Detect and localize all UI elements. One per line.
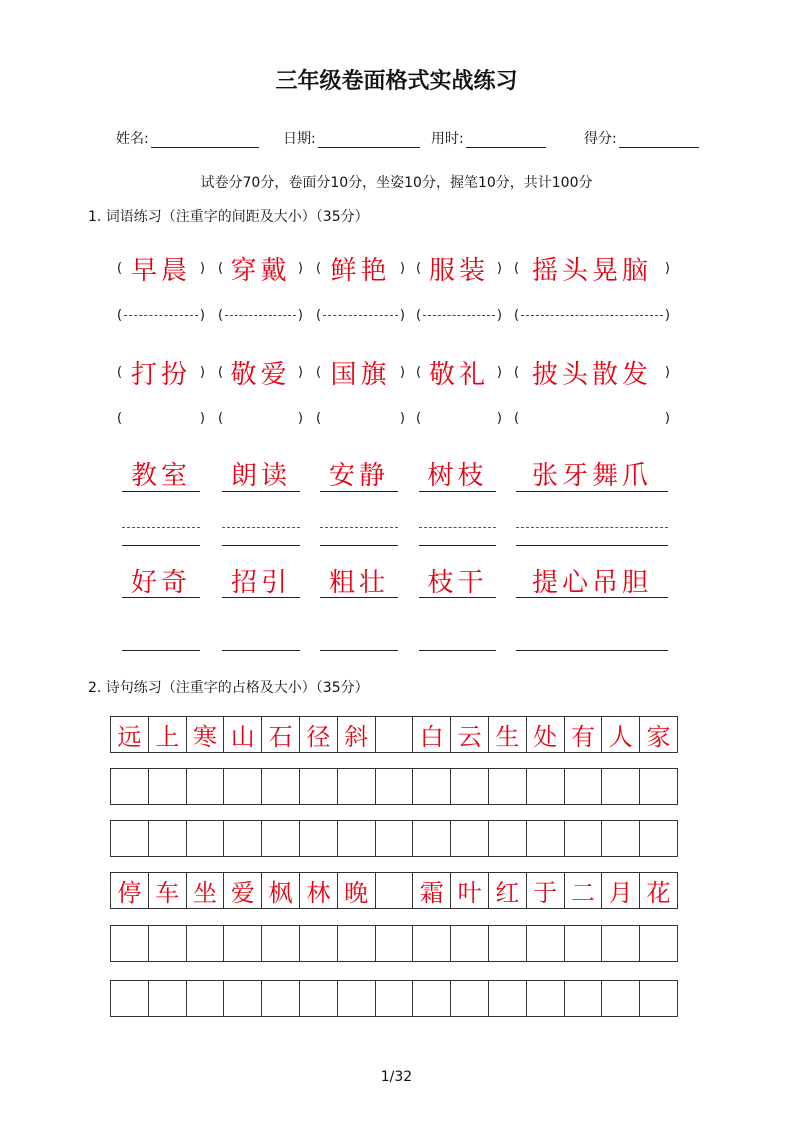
word-underline bbox=[122, 491, 200, 492]
answer-blank[interactable] bbox=[514, 300, 670, 330]
grid-cell[interactable] bbox=[489, 926, 527, 961]
score-label: 得分: bbox=[584, 131, 617, 147]
word-text: 打扮 bbox=[130, 359, 191, 390]
word-underline bbox=[516, 597, 668, 598]
grid-cell[interactable] bbox=[187, 769, 225, 804]
grid-cell[interactable] bbox=[376, 981, 414, 1016]
word-group bbox=[117, 253, 205, 286]
grid-cell-char: 枫 bbox=[262, 873, 300, 908]
grid-cell[interactable] bbox=[187, 821, 225, 856]
dotted-writing-line[interactable] bbox=[320, 527, 398, 528]
word-group bbox=[316, 253, 405, 286]
open-paren: ( bbox=[514, 260, 520, 276]
grid-cell[interactable] bbox=[376, 821, 414, 856]
close-paren: ) bbox=[664, 410, 670, 426]
grid-cell[interactable] bbox=[149, 821, 187, 856]
writing-line[interactable] bbox=[419, 545, 496, 546]
answer-blank[interactable] bbox=[514, 403, 670, 433]
word-text: 披头散发 bbox=[531, 359, 652, 390]
word-text: 招引 bbox=[230, 568, 291, 598]
section1-heading: 1. 词语练习（注重字的间距及大小）（35分） bbox=[88, 209, 369, 225]
word-text: 朗读 bbox=[230, 461, 291, 491]
open-paren: ( bbox=[316, 260, 322, 276]
grid-cell[interactable] bbox=[565, 926, 603, 961]
dashed-line bbox=[423, 315, 495, 316]
grid-cell[interactable] bbox=[489, 821, 527, 856]
grid-cell[interactable] bbox=[149, 769, 187, 804]
grid-cell[interactable] bbox=[187, 926, 225, 961]
answer-blank[interactable] bbox=[416, 403, 502, 433]
word-underline bbox=[516, 491, 668, 492]
date-field[interactable] bbox=[283, 128, 420, 148]
writing-line[interactable] bbox=[122, 650, 200, 651]
grid-cell-char bbox=[376, 873, 414, 908]
grid-cell-char: 坐 bbox=[187, 873, 225, 908]
grid-cell[interactable] bbox=[111, 981, 149, 1016]
grid-cell-char: 白 bbox=[413, 717, 451, 752]
writing-line[interactable] bbox=[122, 545, 200, 546]
writing-line[interactable] bbox=[516, 545, 668, 546]
word-underline bbox=[222, 597, 300, 598]
grid-cell[interactable] bbox=[262, 821, 300, 856]
grid-cell-char: 月 bbox=[602, 873, 640, 908]
close-paren: ) bbox=[297, 410, 303, 426]
close-paren: ) bbox=[399, 364, 405, 380]
word-underline bbox=[122, 597, 200, 598]
grid-cell-char: 家 bbox=[646, 723, 671, 751]
grid-cell[interactable] bbox=[527, 981, 565, 1016]
word-text: 安静 bbox=[328, 461, 389, 491]
word-text: 穿戴 bbox=[230, 255, 291, 286]
writing-line[interactable] bbox=[222, 545, 300, 546]
page-title: 三年级卷面格式实战练习 bbox=[275, 69, 518, 94]
grid-cell-char: 霜 bbox=[413, 873, 451, 908]
answer-blank[interactable] bbox=[117, 300, 205, 330]
grid-cell[interactable] bbox=[413, 821, 451, 856]
grid-cell[interactable] bbox=[111, 769, 149, 804]
word-group bbox=[514, 253, 670, 286]
open-paren: ( bbox=[416, 364, 422, 380]
grid-cell-char: 于 bbox=[527, 873, 565, 908]
open-paren: ( bbox=[218, 307, 224, 323]
name-label: 姓名: bbox=[116, 131, 149, 147]
grid-cell-char: 二 bbox=[565, 873, 603, 908]
grid-cell[interactable] bbox=[451, 981, 489, 1016]
word-text: 粗壮 bbox=[328, 568, 389, 598]
open-paren: ( bbox=[416, 410, 422, 426]
close-paren: ) bbox=[199, 260, 205, 276]
close-paren: ) bbox=[664, 364, 670, 380]
writing-line[interactable] bbox=[516, 650, 668, 651]
grid-cell[interactable] bbox=[224, 769, 262, 804]
open-paren: ( bbox=[117, 410, 123, 426]
word-group bbox=[514, 357, 670, 390]
close-paren: ) bbox=[664, 307, 670, 323]
date-label: 日期: bbox=[283, 131, 316, 147]
grid-cell-char bbox=[376, 717, 414, 752]
grid-cell[interactable] bbox=[640, 821, 677, 856]
grid-cell-char: 上 bbox=[149, 717, 187, 752]
grid-cell[interactable] bbox=[489, 981, 527, 1016]
grid-cell[interactable] bbox=[451, 926, 489, 961]
grid-cell[interactable] bbox=[640, 926, 677, 961]
writing-line[interactable] bbox=[320, 650, 398, 651]
close-paren: ) bbox=[496, 364, 502, 380]
grid-cell[interactable] bbox=[640, 769, 677, 804]
writing-line[interactable] bbox=[222, 650, 300, 651]
grid-cell[interactable] bbox=[527, 769, 565, 804]
close-paren: ) bbox=[496, 260, 502, 276]
word-text: 敬爱 bbox=[230, 359, 291, 390]
open-paren: ( bbox=[416, 260, 422, 276]
word-text: 摇头晃脑 bbox=[531, 255, 652, 286]
answer-blank[interactable] bbox=[218, 403, 303, 433]
practice-grid-row[interactable] bbox=[110, 925, 678, 962]
open-paren: ( bbox=[218, 410, 224, 426]
answer-blank[interactable] bbox=[416, 300, 502, 330]
word-text: 教室 bbox=[130, 461, 191, 491]
page-number: 1/32 bbox=[380, 1069, 413, 1085]
dashed-line bbox=[323, 315, 398, 316]
word-text: 树枝 bbox=[427, 461, 488, 491]
dashed-line bbox=[225, 315, 296, 316]
answer-blank[interactable] bbox=[316, 300, 405, 330]
grid-cell[interactable] bbox=[602, 769, 640, 804]
grid-cell[interactable] bbox=[338, 769, 376, 804]
grid-cell[interactable] bbox=[413, 926, 451, 961]
grid-cell-char: 有 bbox=[565, 717, 603, 752]
dotted-writing-line[interactable] bbox=[122, 527, 200, 528]
time-field[interactable] bbox=[431, 128, 546, 148]
grid-cell-char: 车 bbox=[149, 873, 187, 908]
grid-cell[interactable] bbox=[300, 926, 338, 961]
open-paren: ( bbox=[218, 364, 224, 380]
word-text: 早晨 bbox=[130, 255, 191, 286]
close-paren: ) bbox=[399, 260, 405, 276]
grid-cell[interactable] bbox=[565, 821, 603, 856]
open-paren: ( bbox=[117, 364, 123, 380]
grid-cell[interactable] bbox=[413, 769, 451, 804]
grid-cell[interactable] bbox=[224, 926, 262, 961]
grid-cell[interactable] bbox=[262, 769, 300, 804]
dotted-writing-line[interactable] bbox=[419, 527, 496, 528]
poem-row bbox=[110, 872, 678, 909]
word-group bbox=[218, 253, 303, 286]
open-paren: ( bbox=[117, 307, 123, 323]
open-paren: ( bbox=[514, 364, 520, 380]
word-text: 好奇 bbox=[130, 568, 191, 598]
open-paren: ( bbox=[316, 364, 322, 380]
close-paren: ) bbox=[297, 260, 303, 276]
close-paren: ) bbox=[297, 307, 303, 323]
close-paren: ) bbox=[199, 410, 205, 426]
name-field[interactable] bbox=[116, 128, 259, 148]
word-group bbox=[316, 357, 405, 390]
grid-cell[interactable] bbox=[565, 981, 603, 1016]
word-text: 张牙舞爪 bbox=[531, 461, 652, 491]
grid-cell[interactable] bbox=[376, 769, 414, 804]
practice-grid-row[interactable] bbox=[110, 980, 678, 1017]
word-text: 枝干 bbox=[427, 568, 488, 598]
answer-blank[interactable] bbox=[117, 403, 205, 433]
grid-cell[interactable] bbox=[149, 981, 187, 1016]
answer-blank[interactable] bbox=[316, 403, 405, 433]
dotted-writing-line[interactable] bbox=[222, 527, 300, 528]
writing-line[interactable] bbox=[419, 650, 496, 651]
time-label: 用时: bbox=[431, 131, 464, 147]
grid-cell[interactable] bbox=[262, 926, 300, 961]
word-group bbox=[117, 357, 205, 390]
word-text: 鲜艳 bbox=[330, 255, 391, 286]
grid-cell-char: 停 bbox=[111, 873, 149, 908]
section2-heading: 2. 诗句练习（注重字的占格及大小）（35分） bbox=[88, 680, 369, 696]
close-paren: ) bbox=[399, 307, 405, 323]
open-paren: ( bbox=[117, 260, 123, 276]
word-text: 敬礼 bbox=[428, 359, 489, 390]
grid-cell[interactable] bbox=[149, 926, 187, 961]
grid-cell-char: 爱 bbox=[224, 873, 262, 908]
grid-cell[interactable] bbox=[300, 769, 338, 804]
grid-cell-char: 山 bbox=[224, 717, 262, 752]
grid-cell[interactable] bbox=[602, 981, 640, 1016]
open-paren: ( bbox=[514, 410, 520, 426]
grid-cell[interactable] bbox=[111, 821, 149, 856]
grid-cell[interactable] bbox=[640, 981, 677, 1016]
practice-grid-row[interactable] bbox=[110, 820, 678, 857]
grid-cell-char: 晚 bbox=[338, 873, 376, 908]
dashed-line bbox=[521, 315, 663, 316]
grid-cell-char: 叶 bbox=[451, 873, 489, 908]
word-text: 服装 bbox=[428, 255, 489, 286]
grid-cell-char: 云 bbox=[451, 717, 489, 752]
grid-cell-char: 生 bbox=[489, 717, 527, 752]
grid-cell-char: 远 bbox=[111, 717, 149, 752]
practice-grid-row[interactable] bbox=[110, 768, 678, 805]
grid-cell[interactable] bbox=[602, 821, 640, 856]
open-paren: ( bbox=[218, 260, 224, 276]
open-paren: ( bbox=[316, 307, 322, 323]
close-paren: ) bbox=[399, 410, 405, 426]
grid-cell[interactable] bbox=[300, 981, 338, 1016]
grid-cell-char: 斜 bbox=[338, 717, 376, 752]
grid-cell[interactable] bbox=[413, 981, 451, 1016]
close-paren: ) bbox=[664, 260, 670, 276]
open-paren: ( bbox=[514, 307, 520, 323]
grid-cell[interactable] bbox=[527, 821, 565, 856]
grid-cell-char: 花 bbox=[646, 879, 671, 907]
grid-cell[interactable] bbox=[376, 926, 414, 961]
grid-cell[interactable] bbox=[338, 981, 376, 1016]
grid-cell-char: 石 bbox=[262, 717, 300, 752]
grid-cell[interactable] bbox=[224, 821, 262, 856]
grid-cell[interactable] bbox=[565, 769, 603, 804]
grid-cell[interactable] bbox=[187, 981, 225, 1016]
grid-cell[interactable] bbox=[338, 821, 376, 856]
grid-cell[interactable] bbox=[602, 926, 640, 961]
word-group bbox=[416, 253, 502, 286]
word-underline bbox=[320, 597, 398, 598]
score-note: 试卷分70分，卷面分10分，坐姿10分，握笔10分，共计100分 bbox=[200, 175, 593, 191]
grid-cell-char: 红 bbox=[489, 873, 527, 908]
word-text: 国旗 bbox=[330, 359, 391, 390]
word-underline bbox=[419, 491, 496, 492]
word-underline bbox=[222, 491, 300, 492]
close-paren: ) bbox=[297, 364, 303, 380]
grid-cell[interactable] bbox=[489, 769, 527, 804]
grid-cell[interactable] bbox=[451, 769, 489, 804]
time-blank[interactable] bbox=[466, 129, 546, 148]
word-underline bbox=[320, 491, 398, 492]
word-group bbox=[218, 357, 303, 390]
close-paren: ) bbox=[199, 364, 205, 380]
word-text: 提心吊胆 bbox=[531, 568, 652, 598]
close-paren: ) bbox=[496, 410, 502, 426]
score-blank[interactable] bbox=[619, 129, 699, 148]
grid-cell-char: 林 bbox=[300, 873, 338, 908]
name-blank[interactable] bbox=[151, 129, 259, 148]
grid-cell[interactable] bbox=[451, 821, 489, 856]
open-paren: ( bbox=[316, 410, 322, 426]
grid-cell-char: 人 bbox=[602, 717, 640, 752]
grid-cell-char: 处 bbox=[527, 717, 565, 752]
close-paren: ) bbox=[496, 307, 502, 323]
grid-cell-char: 寒 bbox=[187, 717, 225, 752]
grid-cell[interactable] bbox=[300, 821, 338, 856]
word-group bbox=[416, 357, 502, 390]
date-blank[interactable] bbox=[318, 129, 420, 148]
open-paren: ( bbox=[416, 307, 422, 323]
dashed-line bbox=[124, 315, 198, 316]
dotted-writing-line[interactable] bbox=[516, 527, 668, 528]
answer-blank[interactable] bbox=[218, 300, 303, 330]
score-field[interactable] bbox=[584, 128, 699, 148]
close-paren: ) bbox=[199, 307, 205, 323]
grid-cell[interactable] bbox=[111, 926, 149, 961]
writing-line[interactable] bbox=[320, 545, 398, 546]
grid-cell[interactable] bbox=[224, 981, 262, 1016]
grid-cell[interactable] bbox=[262, 981, 300, 1016]
word-underline bbox=[419, 597, 496, 598]
poem-row bbox=[110, 716, 678, 753]
grid-cell[interactable] bbox=[527, 926, 565, 961]
grid-cell[interactable] bbox=[338, 926, 376, 961]
grid-cell-char: 径 bbox=[300, 717, 338, 752]
